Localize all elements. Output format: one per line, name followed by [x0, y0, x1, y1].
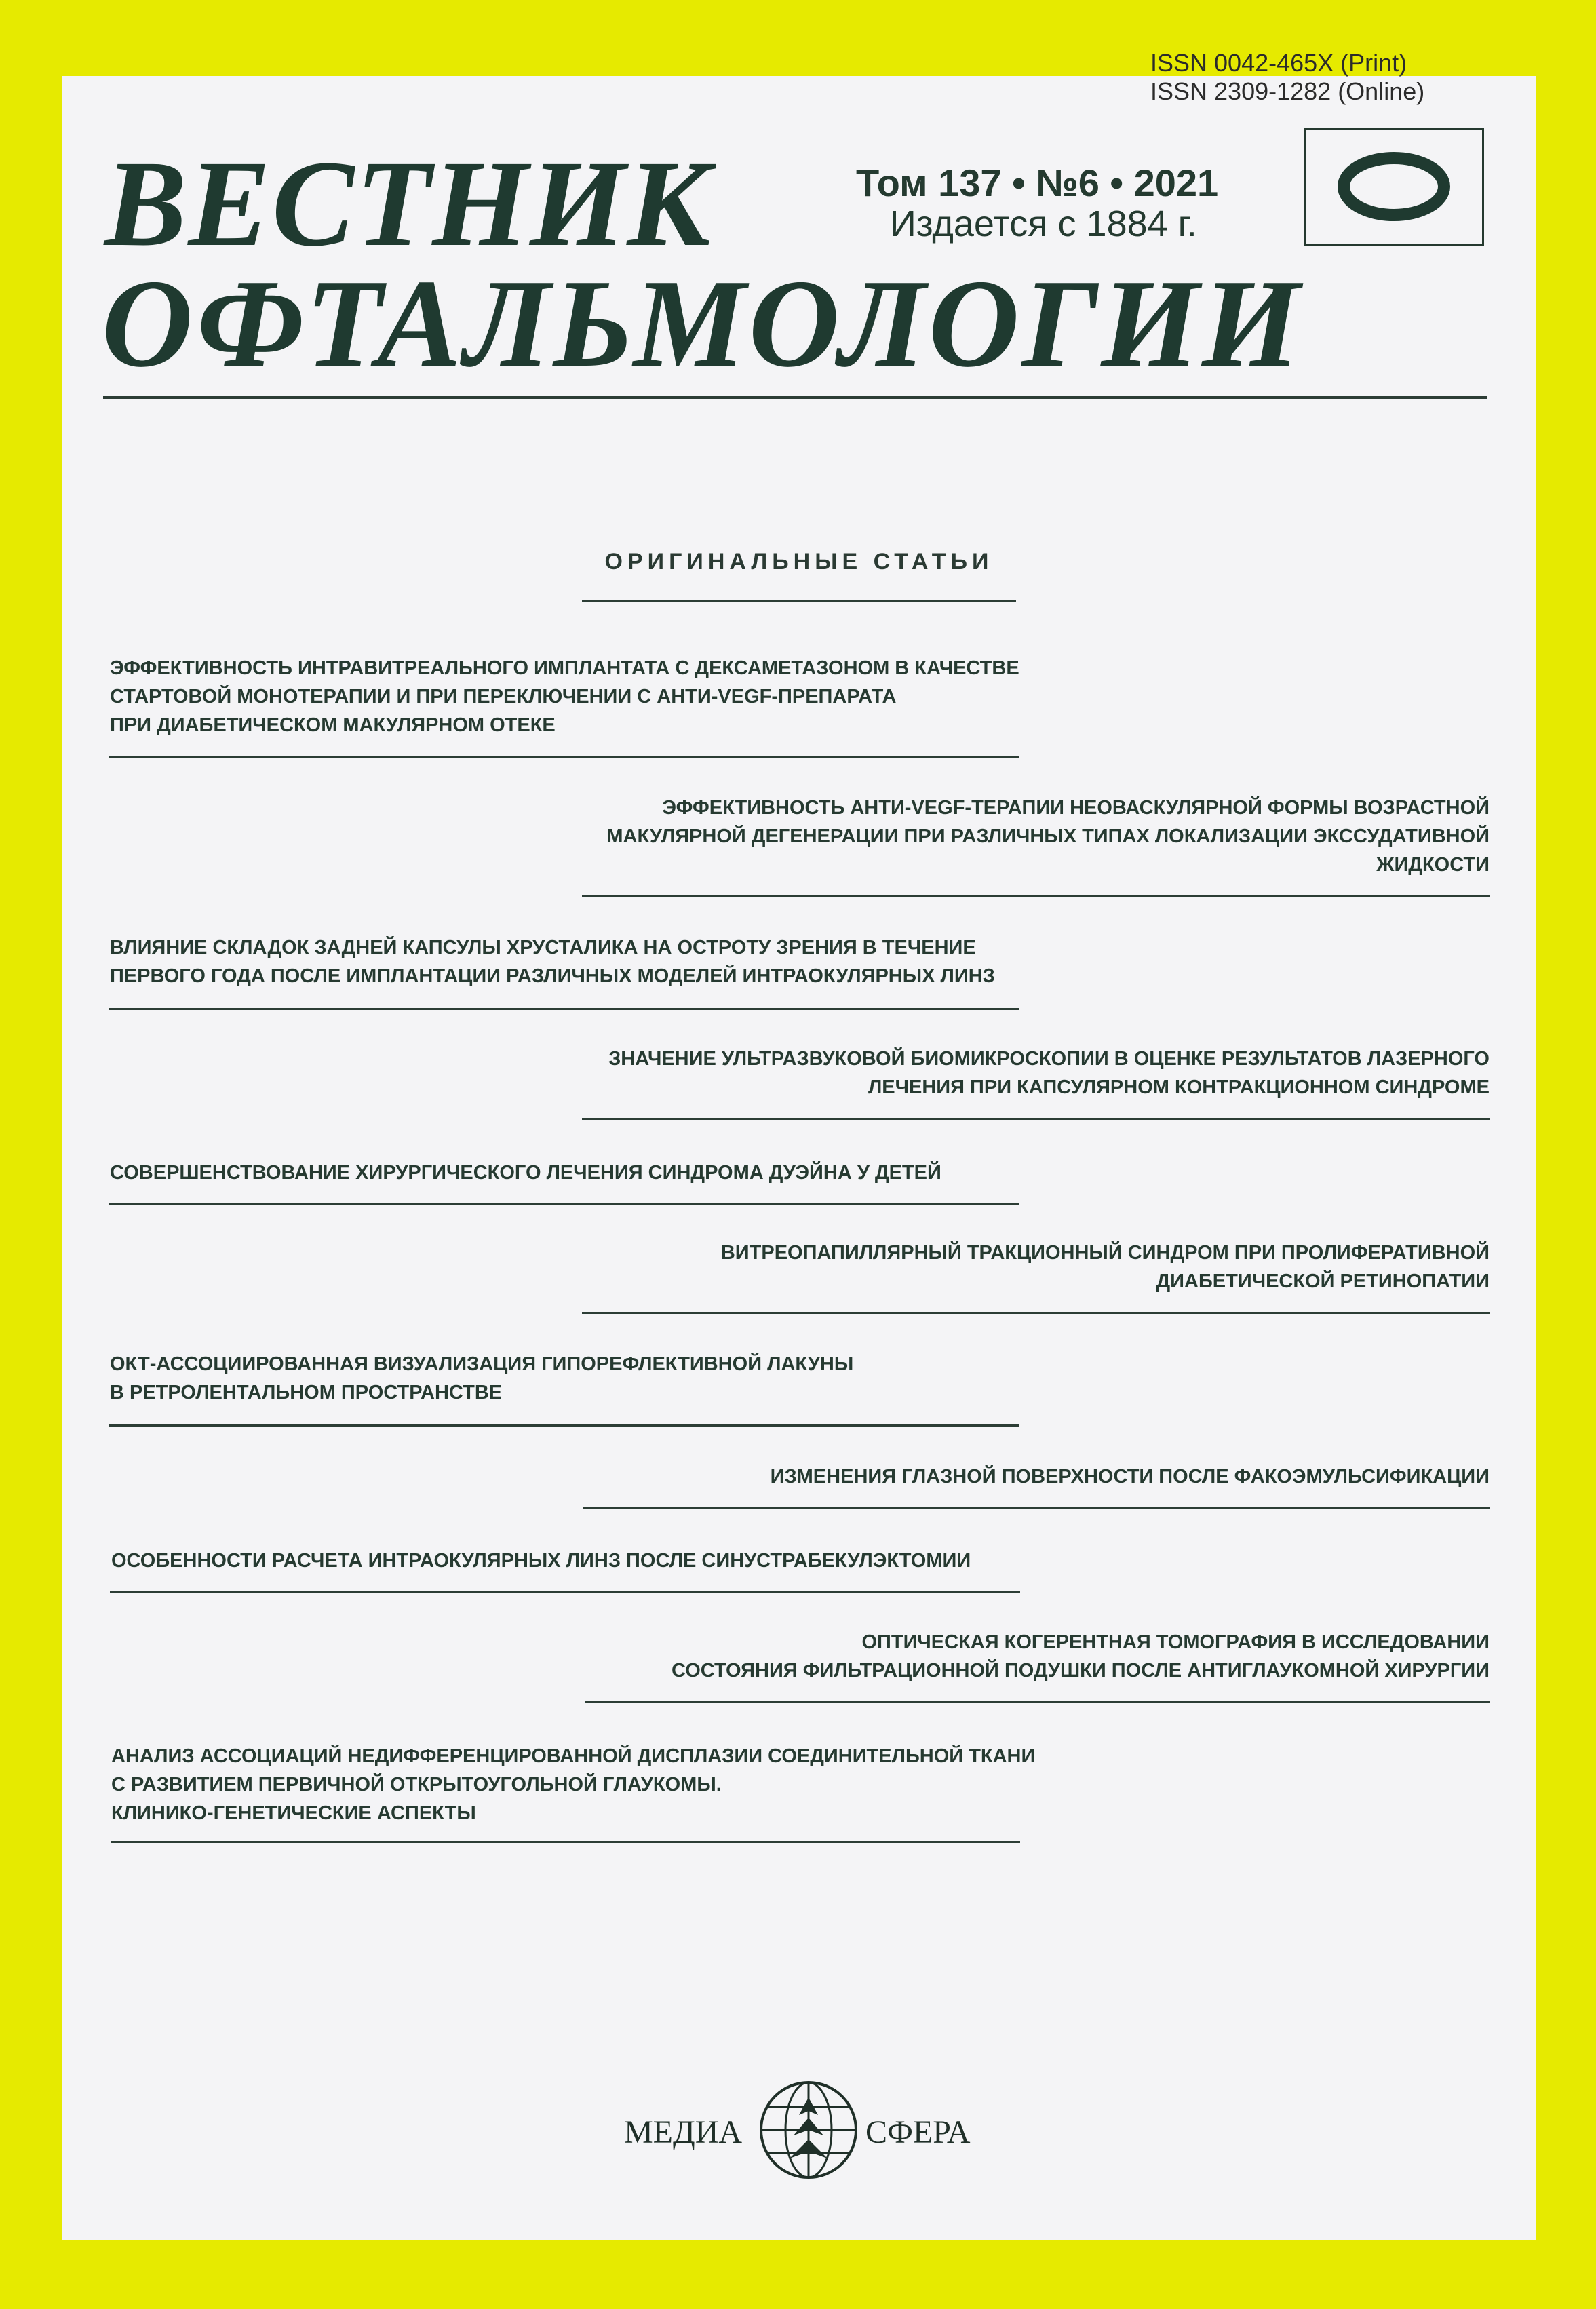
article-rule — [582, 1312, 1490, 1314]
article-rule — [582, 895, 1490, 897]
publisher-name-left: МЕДИА — [624, 2114, 743, 2150]
journal-logo — [1304, 128, 1484, 246]
eye-icon — [1323, 142, 1465, 231]
article-title: ЭФФЕКТИВНОСТЬ АНТИ-VEGF-ТЕРАПИИ НЕОВАСКУЛЯРНОЙ ФОРМЫ ВОЗРАСТНОЙ МАКУЛЯРНОЙ ДЕГЕНЕРАЦИИ ПРИ РАЗЛИЧНЫХ ТИПАХ ЛОКАЛИЗАЦИИ ЭКССУДАТИВНОЙ ЖИДКОСТИ — [606, 797, 1490, 876]
article-rule — [111, 1841, 1020, 1843]
article-title: ЗНАЧЕНИЕ УЛЬТРАЗВУКОВОЙ БИОМИКРОСКОПИИ В ОЦЕНКЕ РЕЗУЛЬТАТОВ ЛАЗЕРНОГО ЛЕЧЕНИЯ ПРИ КАПСУЛЯРНОМ КОНТРАКЦИОННОМ СИНДРОМЕ — [608, 1048, 1490, 1098]
article-rule — [583, 1507, 1490, 1509]
article-title: ВЛИЯНИЕ СКЛАДОК ЗАДНЕЙ КАПСУЛЫ ХРУСТАЛИКА НА ОСТРОТУ ЗРЕНИЯ В ТЕЧЕНИЕ ПЕРВОГО ГОДА ПОСЛЕ ИМПЛАНТАЦИИ РАЗЛИЧНЫХ МОДЕЛЕЙ ИНТРАОКУЛЯРНЫХ ЛИНЗ — [110, 937, 995, 987]
article-title: АНАЛИЗ АССОЦИАЦИЙ НЕДИФФЕРЕНЦИРОВАННОЙ ДИСПЛАЗИИ СОЕДИНИТЕЛЬНОЙ ТКАНИ С РАЗВИТИЕМ ПЕРВИЧНОЙ ОТКРЫТОУГОЛЬНОЙ ГЛАУКОМЫ. КЛИНИКО-ГЕНЕТИЧЕСКИЕ АСПЕКТЫ — [111, 1745, 1036, 1824]
article-title: ОСОБЕННОСТИ РАСЧЕТА ИНТРАОКУЛЯРНЫХ ЛИНЗ ПОСЛЕ СИНУСТРАБЕКУЛЭКТОМИИ — [111, 1550, 971, 1572]
globe-icon — [756, 2077, 861, 2183]
issn-online: ISSN 2309-1282 (Online) — [1150, 77, 1425, 105]
article-title: ВИТРЕОПАПИЛЛЯРНЫЙ ТРАКЦИОННЫЙ СИНДРОМ ПРИ ПРОЛИФЕРАТИВНОЙ ДИАБЕТИЧЕСКОЙ РЕТИНОПАТИИ — [720, 1242, 1490, 1292]
article-rule — [582, 1118, 1490, 1120]
article-rule — [110, 1591, 1020, 1593]
masthead-rule — [103, 396, 1487, 399]
article-title: ОПТИЧЕСКАЯ КОГЕРЕНТНАЯ ТОМОГРАФИЯ В ИССЛЕДОВАНИИ СОСТОЯНИЯ ФИЛЬТРАЦИОННОЙ ПОДУШКИ ПОСЛЕ АНТИГЛАУКОМНОЙ ХИРУРГИИ — [672, 1631, 1490, 1682]
issn-block — [1150, 49, 1424, 106]
section-heading-rule — [582, 600, 1016, 602]
article-title: ОКТ-АССОЦИИРОВАННАЯ ВИЗУАЛИЗАЦИЯ ГИПОРЕФЛЕКТИВНОЙ ЛАКУНЫ В РЕТРОЛЕНТАЛЬНОМ ПРОСТРАНСТВЕ — [110, 1353, 854, 1403]
cover-page — [62, 76, 1536, 2240]
section-heading: ОРИГИНАЛЬНЫЕ СТАТЬИ — [604, 549, 994, 575]
article-title: СОВЕРШЕНСТВОВАНИЕ ХИРУРГИЧЕСКОГО ЛЕЧЕНИЯ СИНДРОМА ДУЭЙНА У ДЕТЕЙ — [110, 1162, 941, 1184]
journal-title-line1: ВЕСТНИК — [104, 136, 712, 272]
article-rule — [585, 1701, 1490, 1703]
journal-title-line2: ОФТАЛЬМОЛОГИИ — [102, 254, 1303, 393]
article-title: ИЗМЕНЕНИЯ ГЛАЗНОЙ ПОВЕРХНОСТИ ПОСЛЕ ФАКОЭМУЛЬСИФИКАЦИИ — [770, 1466, 1490, 1488]
issn-print: ISSN 0042-465X (Print) — [1150, 49, 1407, 77]
publisher-name-right: СФЕРА — [865, 2114, 971, 2150]
published-since: Издается с 1884 г. — [890, 203, 1197, 244]
article-title: ЭФФЕКТИВНОСТЬ ИНТРАВИТРЕАЛЬНОГО ИМПЛАНТАТА С ДЕКСАМЕТАЗОНОМ В КАЧЕСТВЕ СТАРТОВОЙ МОНОТЕРАПИИ И ПРИ ПЕРЕКЛЮЧЕНИИ С АНТИ-VEGF-ПРЕПАРАТА ПРИ ДИАБЕТИЧЕСКОМ МАКУЛЯРНОМ ОТЕКЕ — [110, 657, 1019, 736]
volume-issue: Том 137 • №6 • 2021 — [856, 161, 1219, 204]
publisher-logo — [623, 2077, 989, 2183]
article-rule — [109, 756, 1019, 758]
article-rule — [109, 1203, 1019, 1205]
article-rule — [109, 1424, 1019, 1427]
article-rule — [109, 1008, 1019, 1010]
